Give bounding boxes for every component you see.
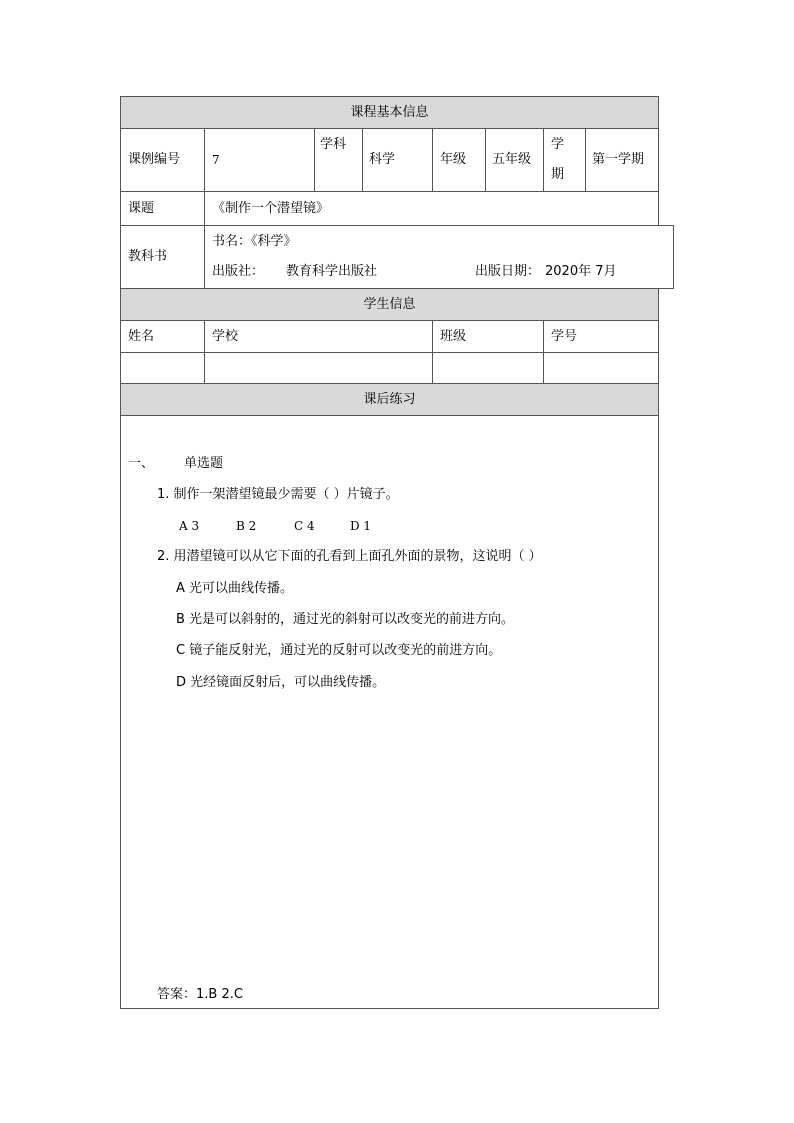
term-label-bottom: 期 bbox=[551, 167, 565, 182]
student-info-header: 学生信息 bbox=[363, 297, 416, 312]
table-border bbox=[120, 383, 659, 384]
q2-option-c: C 镜子能反射光，通过光的反射可以改变光的前进方向。 bbox=[176, 643, 502, 658]
table-border bbox=[362, 128, 363, 192]
student-class-label: 班级 bbox=[440, 329, 467, 344]
case-no-value: 7 bbox=[212, 153, 220, 167]
pub-date-label: 出版日期： bbox=[475, 264, 541, 279]
table-border bbox=[120, 415, 659, 416]
table-border bbox=[585, 128, 586, 192]
table-border bbox=[120, 128, 659, 129]
pub-date-value: 2020年 7月 bbox=[545, 264, 617, 279]
q2-option-b: B 光是可以斜射的，通过光的斜射可以改变光的前进方向。 bbox=[176, 612, 515, 627]
table-border bbox=[120, 352, 659, 353]
section-title: 单选题 bbox=[184, 456, 224, 471]
q1-option-b: B 2 bbox=[236, 519, 257, 533]
table-border bbox=[432, 128, 433, 192]
grade-label: 年级 bbox=[440, 152, 467, 167]
topic-value: 《制作一个潜望镜》 bbox=[212, 201, 330, 216]
grade-value: 五年级 bbox=[492, 152, 532, 167]
table-border bbox=[204, 128, 205, 192]
table-border bbox=[673, 225, 674, 289]
table-border bbox=[485, 128, 486, 192]
q1-option-a: A 3 bbox=[179, 519, 200, 533]
topic-label: 课题 bbox=[128, 201, 155, 216]
table-border bbox=[658, 96, 659, 226]
table-border bbox=[120, 1008, 659, 1009]
publisher-label: 出版社： bbox=[212, 264, 265, 279]
student-name-label: 姓名 bbox=[128, 329, 155, 344]
course-info-header: 课程基本信息 bbox=[350, 105, 429, 120]
table-border bbox=[543, 128, 544, 192]
case-no-label: 课例编号 bbox=[128, 152, 181, 167]
table-border bbox=[204, 191, 205, 289]
table-border bbox=[658, 288, 659, 1009]
publisher-value: 教育科学出版社 bbox=[286, 264, 378, 279]
term-label-top: 学 bbox=[551, 137, 565, 152]
table-border bbox=[543, 320, 544, 384]
student-school-label: 学校 bbox=[212, 329, 239, 344]
table-border bbox=[120, 96, 121, 1009]
question-2: 2. 用潜望镜可以从它下面的孔看到上面孔外面的景物，这说明（ ） bbox=[157, 549, 542, 564]
table-border bbox=[204, 320, 205, 384]
q1-option-c: C 4 bbox=[294, 519, 315, 533]
exercise-header: 课后练习 bbox=[363, 392, 416, 407]
table-border bbox=[120, 96, 659, 97]
subject-value: 科学 bbox=[369, 152, 396, 167]
table-border bbox=[314, 128, 315, 192]
table-border bbox=[120, 191, 659, 192]
q2-option-d: D 光经镜面反射后，可以曲线传播。 bbox=[176, 675, 386, 690]
q1-option-d: D 1 bbox=[350, 519, 372, 533]
question-1: 1. 制作一架潜望镜最少需要（ ）片镜子。 bbox=[157, 487, 399, 502]
book-name: 书名：《科学》 bbox=[212, 234, 297, 249]
table-border bbox=[120, 320, 659, 321]
section-number: 一、 bbox=[128, 456, 155, 471]
student-id-label: 学号 bbox=[551, 329, 578, 344]
q2-option-a: A 光可以曲线传播。 bbox=[176, 581, 294, 596]
term-value: 第一学期 bbox=[592, 152, 645, 167]
subject-label: 学科 bbox=[320, 137, 347, 152]
table-border bbox=[432, 320, 433, 384]
textbook-label: 教科书 bbox=[128, 249, 168, 264]
answer-line: 答案：1.B 2.C bbox=[157, 987, 243, 1002]
